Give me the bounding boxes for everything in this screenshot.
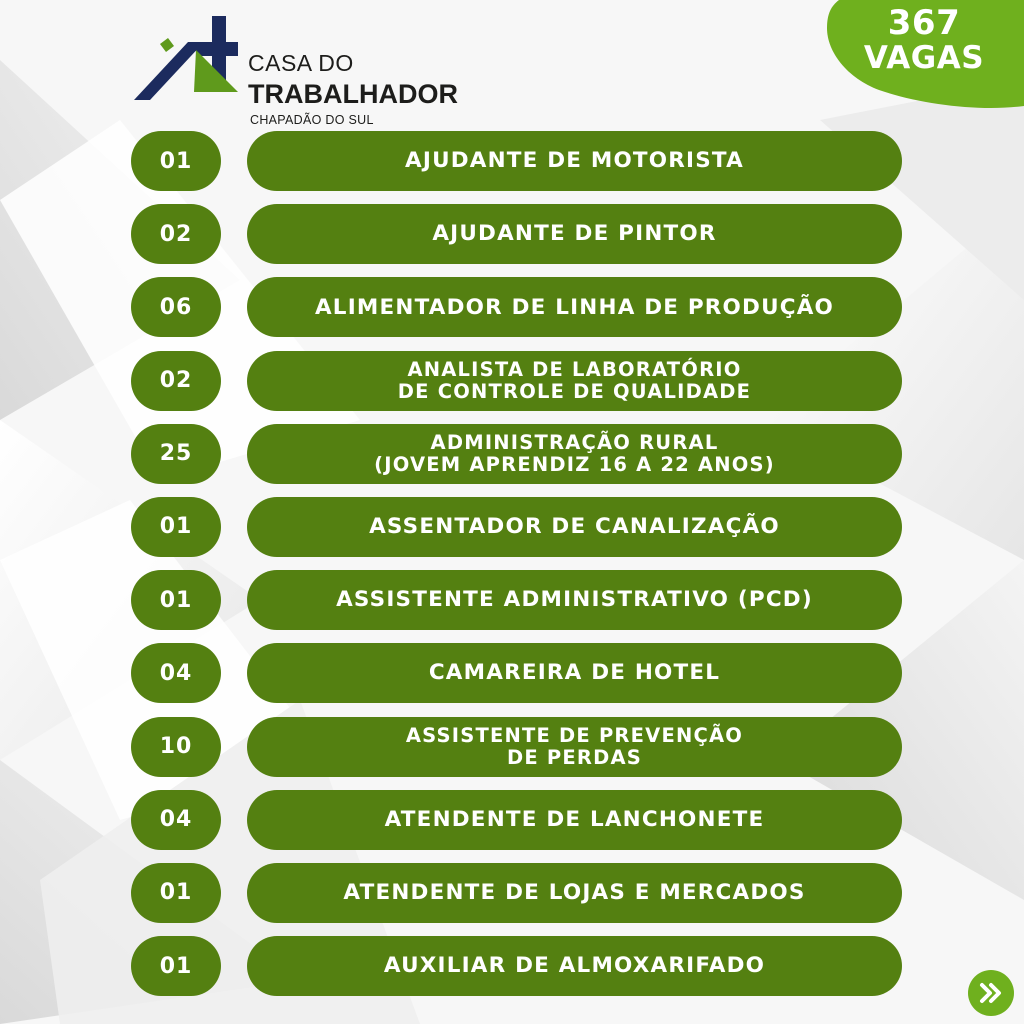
job-vacancy-count: 02	[131, 204, 221, 264]
job-row	[131, 204, 903, 264]
total-vacancies-count: 367	[887, 3, 961, 43]
logo-text-trabalhador: TRABALHADOR	[248, 79, 458, 109]
logo-text-casa-do: CASA DO	[248, 50, 354, 76]
double-chevron-right-icon	[976, 978, 1006, 1008]
job-vacancy-count: 04	[131, 643, 221, 703]
logo-text-city: CHAPADÃO DO SUL	[250, 113, 374, 127]
job-title	[247, 643, 902, 703]
job-title-line: AJUDANTE DE PINTOR	[432, 221, 717, 247]
job-vacancy-count: 06	[131, 277, 221, 337]
job-title-line: ASSISTENTE ADMINISTRATIVO (PCD)	[336, 587, 813, 613]
job-row	[131, 497, 903, 557]
job-row	[131, 863, 903, 923]
job-title-line: DE CONTROLE DE QUALIDADE	[397, 379, 752, 403]
house-roof-icon	[134, 16, 246, 106]
job-title	[247, 497, 902, 557]
job-title-line: AJUDANTE DE MOTORISTA	[405, 148, 744, 174]
job-title-line: ATENDENTE DE LOJAS E MERCADOS	[343, 880, 806, 906]
job-title	[247, 351, 902, 411]
job-title	[247, 717, 902, 777]
job-title-line: ALIMENTADOR DE LINHA DE PRODUÇÃO	[314, 294, 835, 320]
job-row	[131, 570, 903, 630]
job-row	[131, 790, 903, 850]
job-vacancy-count: 02	[131, 351, 221, 411]
job-title-line: DE PERDAS	[506, 745, 643, 769]
vagas-badge	[824, 3, 1024, 76]
job-title-line: ASSENTADOR DE CANALIZAÇÃO	[369, 514, 780, 540]
job-title	[247, 424, 902, 484]
job-title	[247, 570, 902, 630]
job-row	[131, 351, 903, 411]
job-row	[131, 131, 903, 191]
job-title-line: ATENDENTE DE LANCHONETE	[384, 806, 765, 832]
job-vacancy-count: 04	[131, 790, 221, 850]
job-title	[247, 131, 902, 191]
next-button[interactable]	[968, 970, 1014, 1016]
job-vacancy-count: 25	[131, 424, 221, 484]
job-title-line: AUXILIAR DE ALMOXARIFADO	[383, 953, 766, 979]
job-vacancy-count: 01	[131, 131, 221, 191]
job-title-line: ASSISTENTE DE PREVENÇÃO	[405, 724, 744, 748]
job-row	[131, 936, 903, 996]
job-title	[247, 277, 902, 337]
job-vacancy-count: 10	[131, 717, 221, 777]
job-vacancy-count: 01	[131, 570, 221, 630]
job-title-line: (JOVEM APRENDIZ 16 A 22 ANOS)	[374, 452, 775, 476]
job-vacancy-count: 01	[131, 936, 221, 996]
job-title-line: CAMAREIRA DE HOTEL	[428, 660, 721, 686]
job-title	[247, 790, 902, 850]
vacancies-label: VAGAS	[863, 39, 985, 76]
job-title-line: ADMINISTRAÇÃO RURAL	[430, 431, 719, 455]
job-title	[247, 863, 902, 923]
job-vacancy-count: 01	[131, 863, 221, 923]
job-title	[247, 204, 902, 264]
job-vacancy-count: 01	[131, 497, 221, 557]
job-row	[131, 643, 903, 703]
job-title	[247, 936, 902, 996]
job-title-line: ANALISTA DE LABORATÓRIO	[407, 358, 742, 382]
job-row	[131, 424, 903, 484]
job-row	[131, 277, 903, 337]
job-openings-list	[131, 131, 903, 1009]
casa-do-trabalhador-logo	[134, 16, 494, 127]
job-row	[131, 717, 903, 777]
